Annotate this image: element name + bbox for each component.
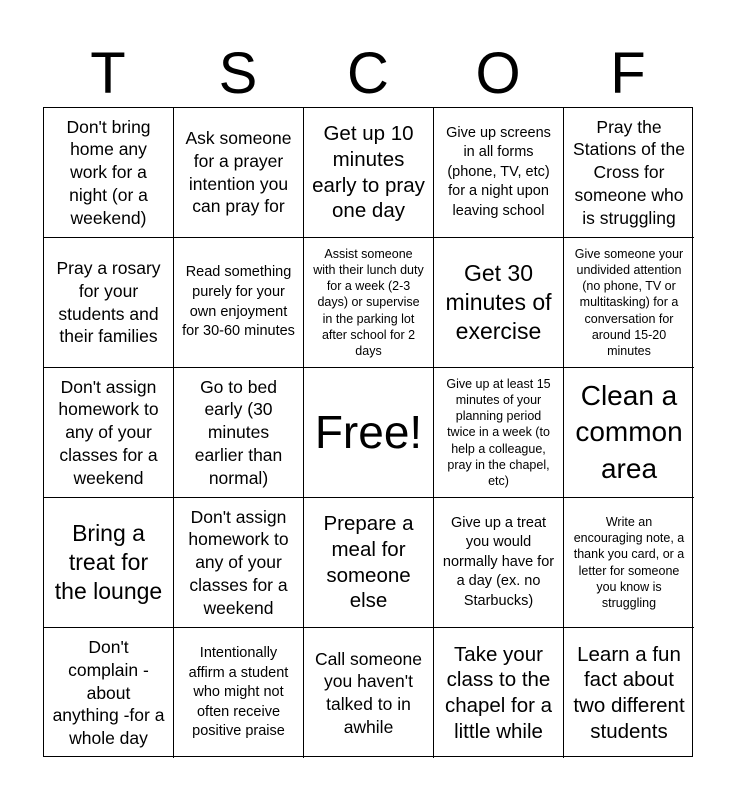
bingo-cell[interactable] [44, 368, 174, 498]
cell-text: Give up at least 15 minutes of your planning period twice in a week (to help a colleague, pray in the chapel, etc) [446, 376, 551, 489]
cell-text: Give up screens in all forms (phone, TV, etc) for a night upon leaving school [446, 124, 551, 219]
cell-text: Learn a fun fact about two different students [573, 642, 685, 743]
cell-text: Give up a treat you would normally have for a day (ex. no Starbucks) [442, 514, 555, 609]
bingo-board [43, 107, 693, 757]
cell-text: Ask someone for a prayer intention you can pray for [185, 128, 292, 217]
cell-text: Pray a rosary for your students and their families [56, 258, 161, 347]
cell-text: Assist someone with their lunch duty for a week (2-3 days) or supervise in the parking lot after school for 2 days [313, 246, 424, 359]
cell-text: Go to bed early (30 minutes earlier than normal) [194, 376, 283, 488]
bingo-cell[interactable] [304, 108, 434, 238]
bingo-cell[interactable] [44, 238, 174, 368]
cell-text: Clean a common area [575, 379, 683, 484]
bingo-cell[interactable] [564, 238, 694, 368]
bingo-cell[interactable] [304, 628, 434, 758]
bingo-cell[interactable] [174, 498, 304, 628]
header-letter-1: T [90, 41, 126, 106]
bingo-cell[interactable] [174, 628, 304, 758]
bingo-cell[interactable] [434, 628, 564, 758]
free-space[interactable] [304, 368, 434, 498]
bingo-cell[interactable] [174, 108, 304, 238]
header-letter-4: O [475, 41, 521, 106]
bingo-cell[interactable] [434, 238, 564, 368]
cell-text: Don't bring home any work for a night (or a weekend) [66, 116, 151, 228]
bingo-cell[interactable] [564, 628, 694, 758]
bingo-cell[interactable] [44, 108, 174, 238]
cell-text: Prepare a meal for someone else [323, 512, 414, 613]
cell-text: Bring a treat for the lounge [54, 520, 163, 604]
bingo-cell[interactable] [564, 368, 694, 498]
cell-text: Call someone you haven't talked to in awhile [315, 648, 422, 737]
cell-text: Don't assign homework to any of your classes for a weekend [188, 506, 289, 618]
cell-text: Get up 10 minutes early to pray one day [312, 122, 425, 223]
bingo-cell[interactable] [564, 498, 694, 628]
cell-text: Don't complain - about anything -for a whole day [52, 637, 165, 749]
bingo-cell[interactable] [304, 238, 434, 368]
header-letter-2: S [218, 41, 258, 106]
bingo-header [43, 40, 693, 108]
cell-text: Get 30 minutes of exercise [445, 260, 552, 344]
cell-text: Intentionally affirm a student who might not often receive positive praise [188, 645, 289, 740]
cell-text: Don't assign homework to any of your classes for a weekend [58, 376, 159, 488]
bingo-cell[interactable] [304, 498, 434, 628]
bingo-cell[interactable] [44, 498, 174, 628]
bingo-cell[interactable] [434, 368, 564, 498]
free-space-label: Free! [314, 405, 423, 458]
bingo-cell[interactable] [434, 498, 564, 628]
bingo-cell[interactable] [174, 238, 304, 368]
bingo-cell[interactable] [564, 108, 694, 238]
header-letter-5: F [610, 41, 646, 106]
bingo-cell[interactable] [434, 108, 564, 238]
cell-text: Give someone your undivided attention (no phone, TV or multitasking) for a conversation for around 15-20 minutes [574, 246, 684, 359]
cell-text: Take your class to the chapel for a little while [444, 642, 553, 743]
header-letter-3: C [347, 41, 389, 106]
bingo-cell[interactable] [174, 368, 304, 498]
cell-text: Read something purely for your own enjoyment for 30-60 minutes [182, 264, 295, 340]
cell-text: Write an encouraging note, a thank you card, or a letter for someone you know is struggling [573, 514, 685, 610]
cell-text: Pray the Stations of the Cross for someone who is struggling [573, 116, 685, 228]
bingo-cell[interactable] [44, 628, 174, 758]
